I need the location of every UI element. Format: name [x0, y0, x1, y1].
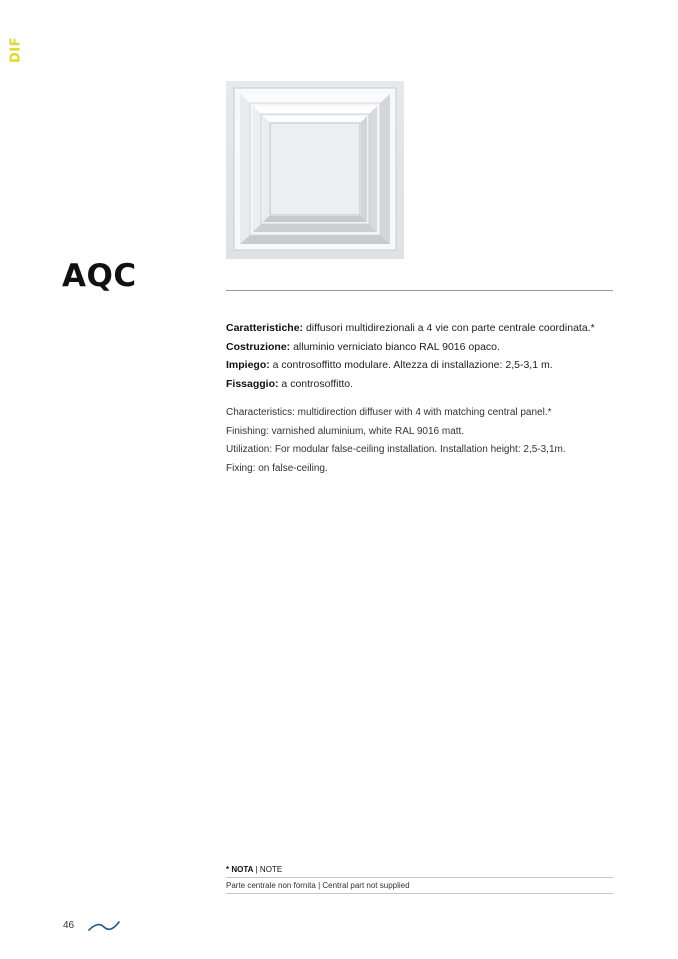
desc-en-label: Utilization: — [226, 444, 273, 455]
desc-it-label: Fissaggio: — [226, 377, 279, 390]
product-image — [226, 81, 404, 259]
desc-en-text: on false-ceiling. — [255, 462, 328, 474]
desc-it-text: a controsoffitto. — [278, 377, 354, 390]
section-tab-label: DIF — [8, 36, 24, 64]
notes-heading — [226, 863, 613, 878]
page-number: 46 — [63, 920, 75, 931]
diffuser-illustration — [226, 81, 404, 259]
desc-it-text: a controsoffitto modulare. Altezza di installazione: 2,5-3,1 m. — [269, 359, 553, 371]
note-separator: | — [315, 881, 323, 890]
notes-box — [226, 863, 613, 894]
desc-it-line — [226, 375, 626, 394]
wave-logo-icon — [88, 917, 120, 935]
note-italian: Parte centrale non fornita — [226, 881, 316, 890]
desc-en-label: Fixing: — [226, 462, 256, 474]
notes-heading-rest: | NOTE — [253, 865, 283, 874]
desc-it-line — [226, 319, 626, 338]
title-divider — [226, 290, 613, 291]
desc-en-label: Characteristics: — [226, 407, 295, 418]
desc-en-text: varnished aluminium, white RAL 9016 matt. — [268, 425, 465, 437]
desc-it-line — [226, 338, 626, 357]
desc-en-text: multidirection diffuser with 4 with matching central panel.* — [294, 407, 552, 418]
desc-it-text: alluminio verniciato bianco RAL 9016 opaco. — [290, 340, 500, 353]
desc-en-line — [226, 423, 626, 442]
section-tab — [6, 34, 26, 66]
notes-body — [226, 878, 613, 894]
desc-it-label: Caratteristiche: — [226, 322, 304, 334]
desc-en-line — [226, 460, 626, 479]
desc-it-label: Impiego: — [226, 359, 270, 371]
desc-en-label: Finishing: — [226, 425, 269, 437]
description-italian — [226, 319, 626, 393]
desc-it-label: Costruzione: — [226, 340, 291, 353]
product-title: AQC — [62, 258, 137, 294]
desc-it-line — [226, 356, 626, 375]
desc-en-line — [226, 404, 626, 423]
notes-heading-bold: * NOTA — [226, 865, 254, 874]
description-english — [226, 404, 626, 478]
desc-en-text: For modular false-ceiling installation. Installation height: 2,5-3,1m. — [272, 444, 566, 455]
desc-en-line — [226, 441, 626, 460]
desc-it-text: diffusori multidirezionali a 4 vie con parte centrale coordinata.* — [303, 322, 595, 334]
note-english: Central part not supplied — [322, 881, 410, 890]
